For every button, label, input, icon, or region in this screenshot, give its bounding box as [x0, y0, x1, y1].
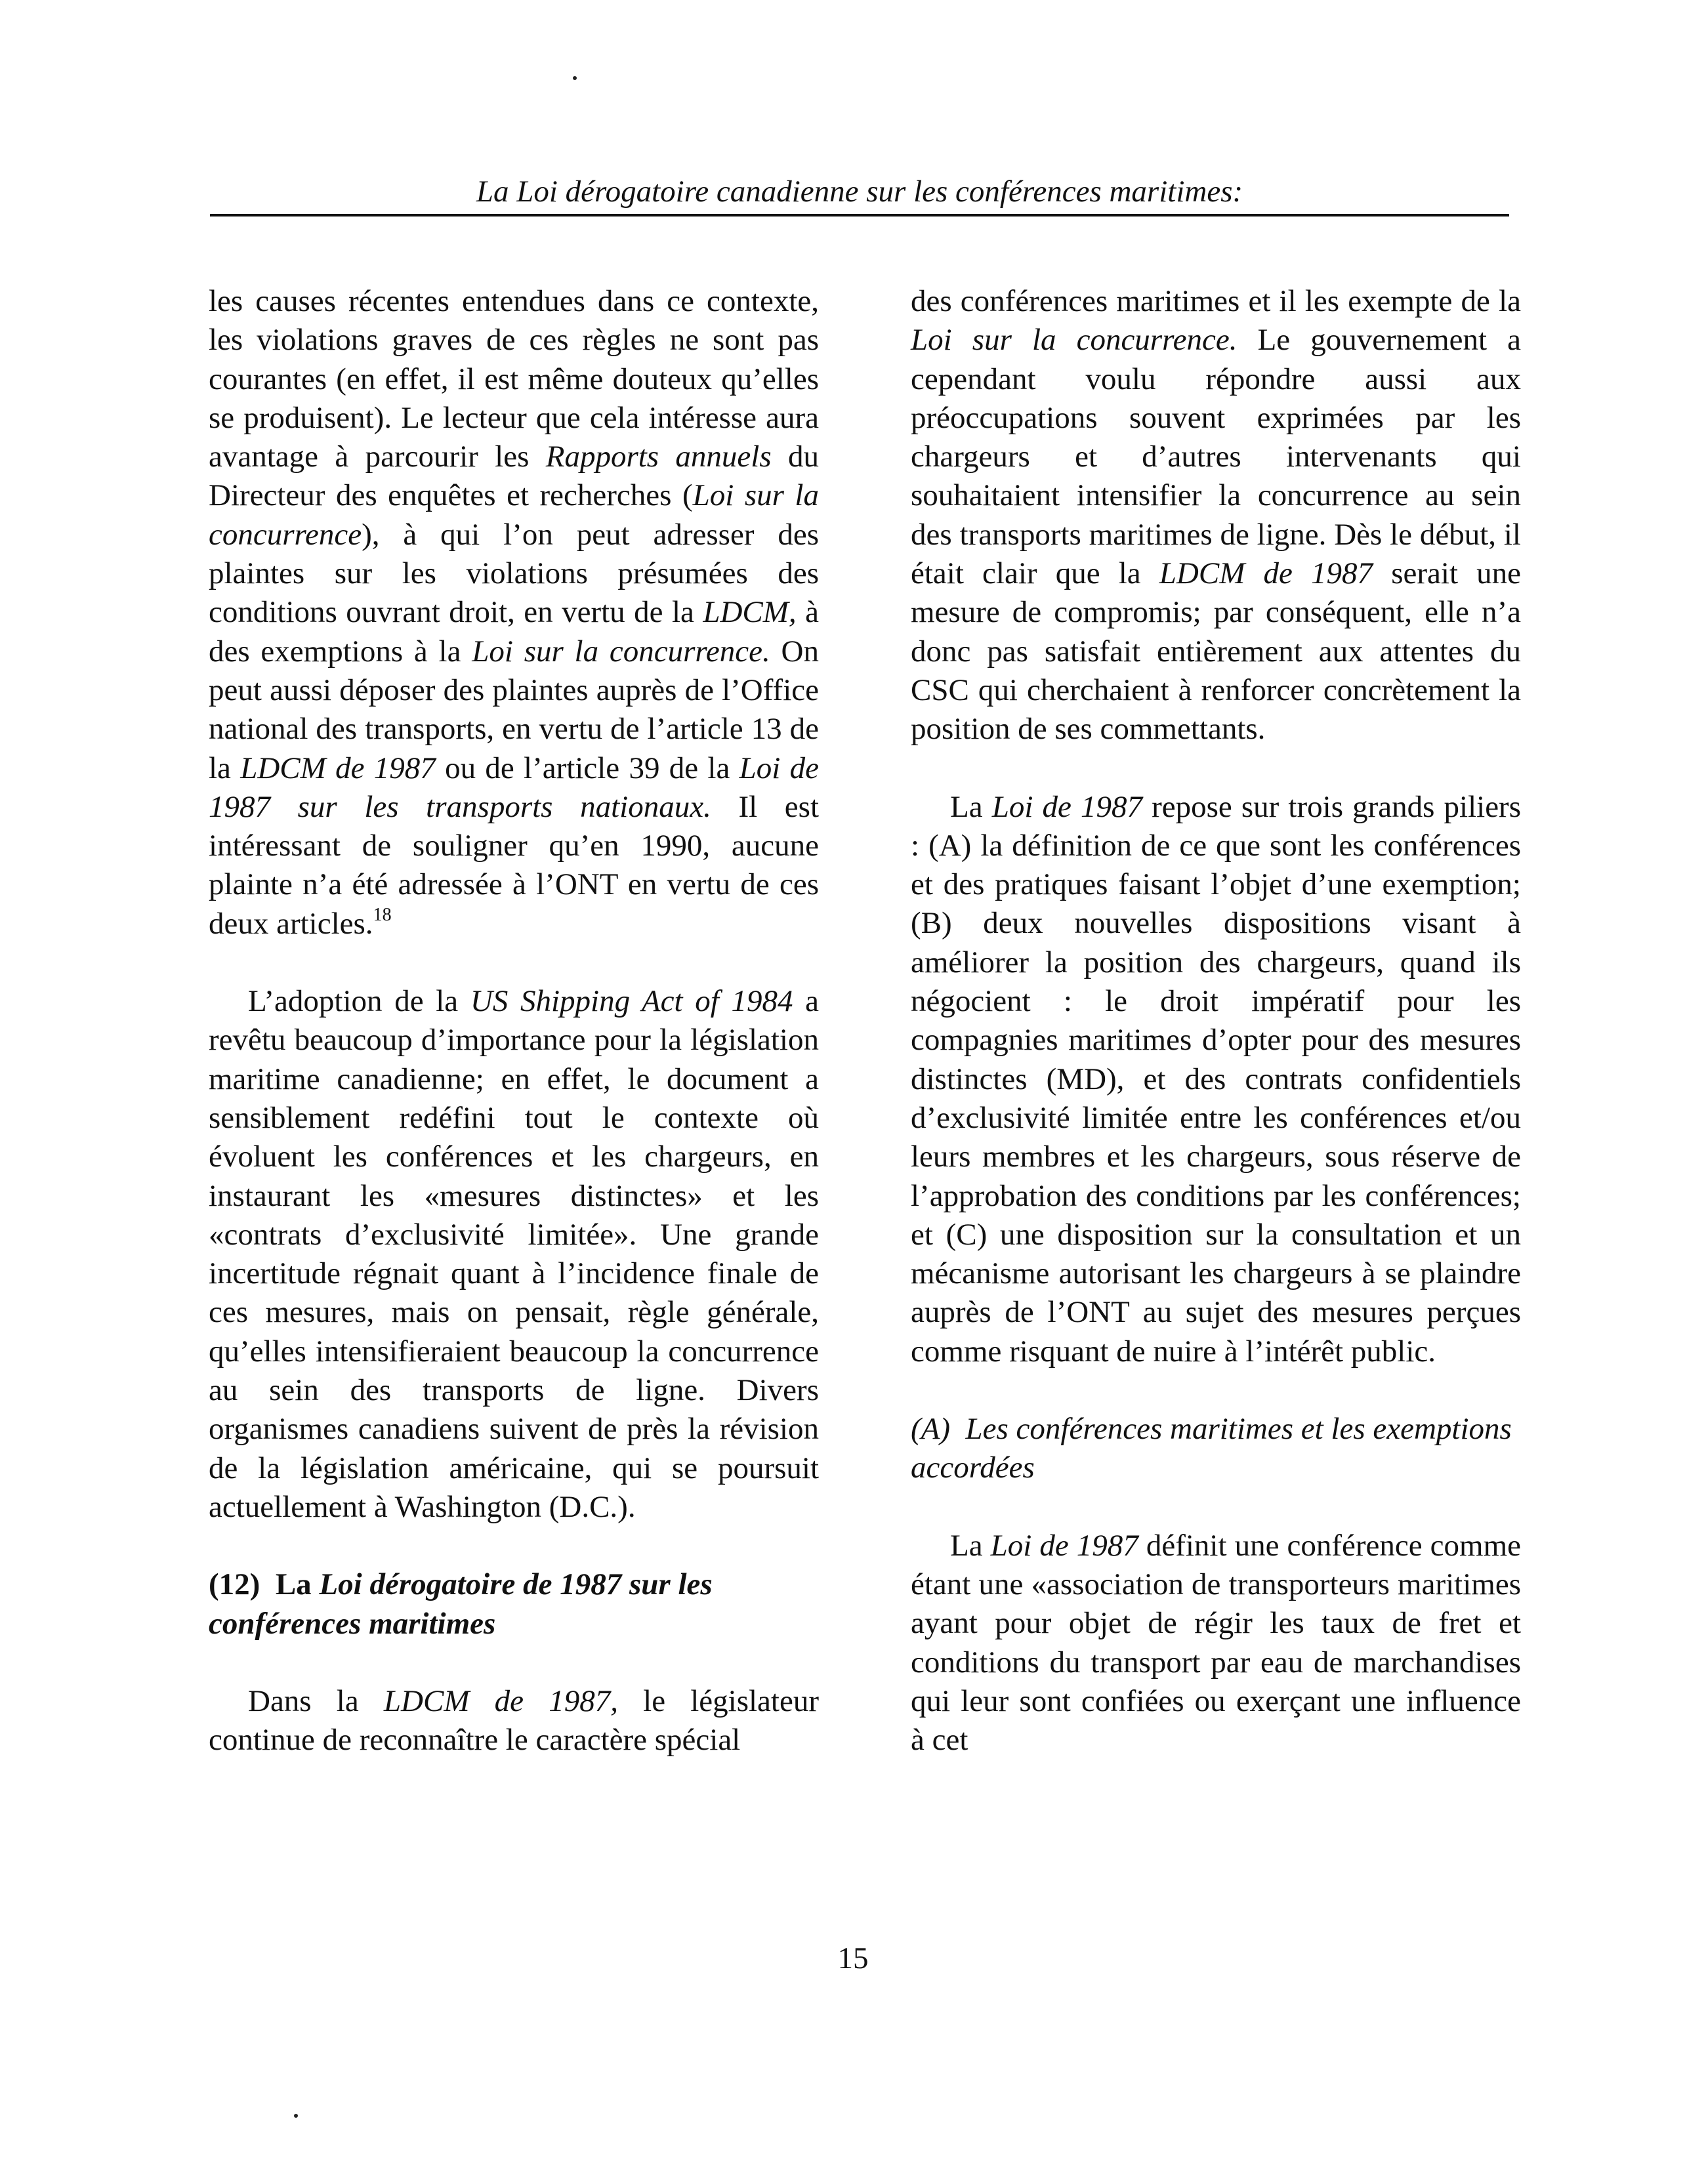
section-number: (A) [911, 1412, 951, 1447]
section-number: (12) [209, 1567, 260, 1602]
emphasis: Loi sur la concurrence. [911, 323, 1238, 358]
header-rule [210, 214, 1509, 216]
page-number: 15 [837, 1941, 869, 1975]
emphasis: LDCM, [703, 595, 797, 630]
emphasis: Loi de 1987 [991, 789, 1142, 824]
section-heading-a: (A) Les conférences maritimes et les exemptions accordées [911, 1412, 1512, 1485]
footnote-ref: 18 [373, 904, 392, 925]
scan-speck [294, 2114, 298, 2118]
emphasis: Loi sur la concurrence. [472, 634, 770, 669]
emphasis: LDCM de 1987 [1159, 556, 1373, 591]
running-header: La Loi dérogatoire canadienne sur les conférences maritimes: [476, 175, 1243, 209]
emphasis: Loi sur la concurrence [209, 478, 819, 552]
emphasis: Rapports annuels [545, 440, 772, 474]
emphasis: Loi de 1987 [990, 1528, 1138, 1563]
right-paragraph-2: La Loi de 1987 repose sur trois grands piliers : (A) la définition de ce que sont les conférences et des pratiques faisant l’objet d’une exemption; (B) deux nouvelles dispositions visant à améliorer la position des chargeurs, quand ils négocient : le droit impératif pour les compagnies maritimes d’opter pour des mesures distinctes (MD), et des contrats confidentiels d’exclusivité limitée entre les conférences et/ou leurs membres et les chargeurs, sous réserve de l’approbation des conditions par les conférences; et (C) une disposition sur la consultation et un mécanisme autorisant les chargeurs à se plaindre auprès de l’ONT au sujet des mesures perçues comme risquant de nuire à l’intérêt public. [911, 789, 1521, 1369]
emphasis: Loi de 1987 sur les transports nationaux. [209, 751, 819, 824]
left-paragraph-3: Dans la LDCM de 1987, le législateur continue de reconnaître le caractère spécial [209, 1683, 819, 1758]
right-column [911, 282, 1521, 1760]
right-paragraph-3: La Loi de 1987 définit une conférence comme étant une «association de transporteurs maritimes ayant pour objet de régir les taux de fret et conditions du transport par eau de marchandises qui leur sont confiées ou exerçant une influence à cet [911, 1528, 1521, 1758]
section-heading-12: (12) La Loi dérogatoire de 1987 sur les conférences maritimes [209, 1567, 713, 1641]
scan-speck [573, 76, 577, 80]
left-paragraph-2: L’adoption de la US Shipping Act of 1984 a revêtu beaucoup d’importance pour la législation maritime canadienne; en effet, le document a sensiblement redéfini tout le contexte où évoluent les conférences et les chargeurs, en instaurant les «mesures distinctes» et les «contrats d’exclusivité limitée». Une grande incertitude régnait quant à l’incidence finale de ces mesures, mais on pensait, règle générale, qu’elles intensifieraient beaucoup la concurrence au sein des transports de ligne. Divers organismes canadiens suivent de près la révision de la législation américaine, qui se poursuit actuellement à Washington (D.C.). [209, 984, 819, 1524]
emphasis: LDCM de 1987 [240, 751, 436, 785]
emphasis: US Shipping Act of 1984 [470, 984, 793, 1019]
emphasis: LDCM de 1987, [383, 1683, 618, 1718]
left-column [209, 282, 819, 1760]
right-paragraph-1: des conférences maritimes et il les exempte de la Loi sur la concurrence. Le gouvernement a cependant voulu répondre aussi aux préoccupations souvent exprimées par les chargeurs et d’autres intervenants qui souhaitaient intensifier la concurrence au sein des transports maritimes de ligne. Dès le début, il était clair que la LDCM de 1987 serait une mesure de compromis; par conséquent, elle n’a donc pas satisfait entièrement aux attentes du CSC qui cherchaient à renforcer concrètement la position de ses commettants. [911, 284, 1522, 747]
left-paragraph-1: les causes récentes entendues dans ce contexte, les violations graves de ces règles ne sont pas courantes (en effet, il est même douteux qu’elles se produisent). Le lecteur que cela intéresse aura avantage à parcourir les Rapports annuels du Directeur des enquêtes et recherches (Loi sur la concurrence), à qui l’on peut adresser des plaintes sur les violations présumées des conditions ouvrant droit, en vertu de la LDCM, à des exemptions à la Loi sur la concurrence. On peut aussi déposer des plaintes auprès de l’Office national des transports, en vertu de l’article 13 de la LDCM de 1987 ou de l’article 39 de la Loi de 1987 sur les transports nationaux. Il est intéressant de souligner qu’en 1990, aucune plainte n’a été adressée à l’ONT en vertu de ces deux articles.$^{18}$ [209, 284, 820, 941]
